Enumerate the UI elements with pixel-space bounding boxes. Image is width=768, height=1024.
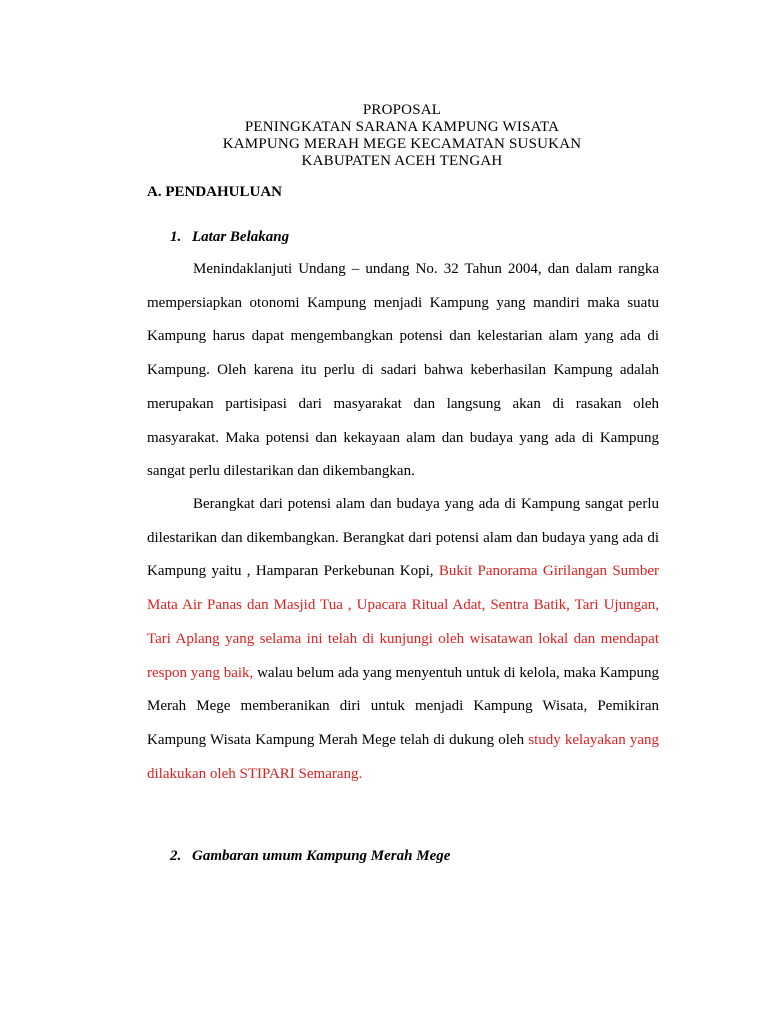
paragraph-1: Menindaklanjuti Undang – undang No. 32 Tahun 2004, dan dalam rangka mempersiapkan otonomi Kampung menjadi Kampung yang mandiri maka suatu Kampung harus dapat mengembangkan potensi dan kelestarian alam yang ada di Kampung. Oleh karena itu perlu di sadari bahwa keberhasilan Kampung adalah merupakan partisipasi dari masyarakat dan langsung akan di rasakan oleh masyarakat. Maka potensi dan kekayaan alam dan budaya yang ada di Kampung sangat perlu dilestarikan dan dikembangkan. bbox=[147, 261, 659, 480]
title-line-2: PENINGKATAN SARANA KAMPUNG WISATA bbox=[244, 119, 560, 135]
subheading-latar-belakang bbox=[170, 229, 289, 246]
paragraph-2-text-a: Berangkat dari potensi alam dan budaya yang ada di Kampung sangat perlu dilestarikan dan dikembangkan. Berangkat dari potensi alam dan budaya yang ada di Kampung yaitu , Hamparan Perkebunan Kopi, bbox=[147, 496, 659, 580]
paragraph-2-highlight-a: Bukit Panorama Girilangan Sumber Mata Air Panas dan Masjid Tua , Upacara Ritual Adat, Sentra Batik, Tari Ujungan, Tari Aplang yang selama ini telah di kunjungi oleh wisatawan lokal dan mendapat respon yang baik, bbox=[147, 563, 659, 681]
title-line-4: KABUPATEN ACEH TENGAH bbox=[301, 153, 503, 169]
paragraph-2-highlight-b: study kelayakan yang dilakukan oleh STIPARI Semarang. bbox=[147, 731, 659, 782]
title-line-1: PROPOSAL bbox=[362, 102, 442, 118]
subheading-gambaran-umum bbox=[170, 848, 450, 865]
paragraph-2 bbox=[147, 488, 659, 791]
paragraph-2-text-b: walau belum ada yang menyentuh untuk di kelola, maka Kampung Merah Mege memberanikan diri untuk menjadi Kampung Wisata, Pemikiran Kampung Wisata Kampung Merah Mege telah di dukung oleh bbox=[147, 664, 659, 748]
proposal-title bbox=[0, 102, 768, 170]
section-heading-pendahuluan: A. PENDAHULUAN bbox=[147, 184, 282, 200]
title-line-3: KAMPUNG MERAH MEGE KECAMATAN SUSUKAN bbox=[222, 136, 582, 152]
subheading-title: Gambaran umum Kampung Merah Mege bbox=[192, 848, 451, 864]
subheading-number: 1. bbox=[170, 229, 182, 245]
subheading-number: 2. bbox=[170, 848, 182, 864]
subheading-title: Latar Belakang bbox=[192, 229, 290, 245]
